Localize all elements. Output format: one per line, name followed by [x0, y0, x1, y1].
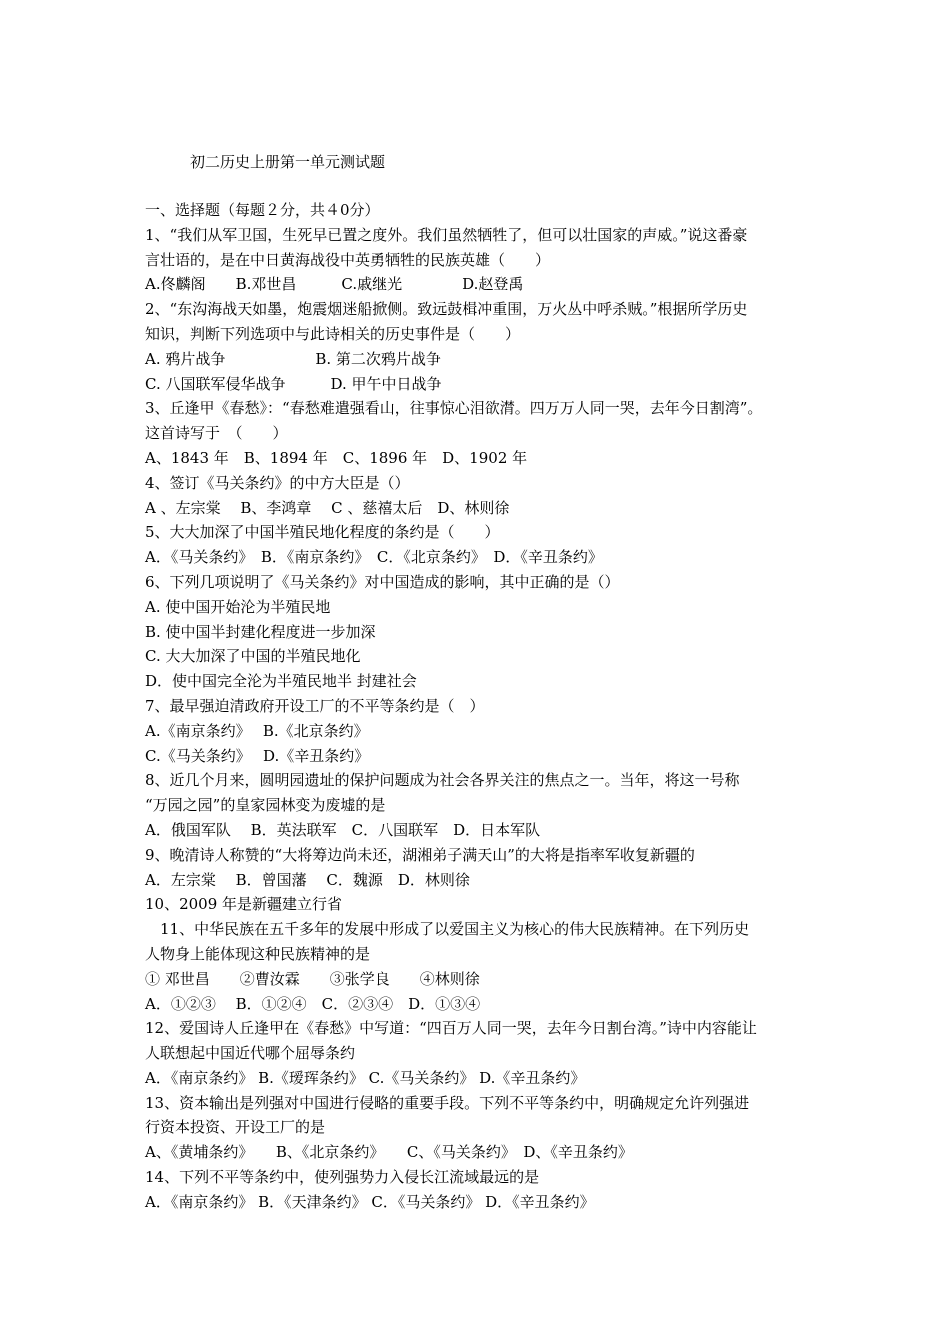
option-line: A.佟麟阁 B.邓世昌 C.戚继光 D.赵登禹: [145, 275, 524, 294]
question-line: “万园之园”的皇家园林变为废墟的是: [145, 796, 386, 815]
option-line: A、1843 年 B、1894 年 C、1896 年 D、1902 年: [145, 448, 528, 467]
section-heading: 一、选择题（每题２分，共４0分）: [145, 201, 380, 219]
question-line: 5、大大加深了中国半殖民地化程度的条约是（ ）: [145, 523, 500, 542]
question-line: 6、下列几项说明了《马关条约》对中国造成的影响，其中正确的是（）: [145, 572, 620, 591]
question-line: 4、签订《马关条约》的中方大臣是（）: [145, 473, 410, 492]
question-line: 10、2009 年是新疆建立行省: [145, 895, 343, 914]
question-line: 人物身上能体现这种民族精神的是: [145, 944, 371, 963]
question-line: 人联想起中国近代哪个屈辱条约: [145, 1044, 356, 1063]
option-line: A．左宗棠 B．曾国藩 C．魏源 D．林则徐: [145, 870, 470, 889]
question-line: 8、近几个月来，圆明园遗址的保护问题成为社会各界关注的焦点之一。当年，将这一号称: [145, 771, 740, 790]
question-line: 知识，判断下列选项中与此诗相关的历史事件是（ ）: [145, 324, 521, 343]
question-line: 11、中华民族在五千多年的发展中形成了以爱国主义为核心的伟大民族精神。在下列历史: [160, 920, 750, 939]
option-line: C. 八国联军侵华战争 D. 甲午中日战争: [145, 374, 442, 393]
option-line: A．《南京条约》 B．《天津条约》 C．《马关条约》 D．《辛丑条约》: [145, 1192, 595, 1211]
question-line: 7、最早强迫清政府开设工厂的不平等条约是（ ）: [145, 696, 485, 715]
question-line: 9、晚清诗人称赞的“大将筹边尚未还，湖湘弟子满天山”的大将是指率军收复新疆的: [145, 845, 695, 864]
option-line: A. 鸦片战争 B. 第二次鸦片战争: [145, 349, 441, 368]
question-line: 2、“东沟海战天如墨，炮震烟迷船掀侧。致远鼓楫冲重围，万火丛中呼杀贼。”根据所学历史: [145, 300, 748, 319]
option-line: C.《马关条约》 D.《辛丑条约》: [145, 746, 370, 765]
option-line: ① 邓世昌 ②曹汝霖 ③张学良 ④林则徐: [145, 969, 480, 988]
option-line: A 、左宗棠 B、李鸿章 C 、慈禧太后 D、林则徐: [145, 498, 510, 517]
question-line: 这首诗写于 （ ）: [145, 424, 288, 443]
option-line: A．①②③ B．①②④ C．②③④ D．①③④: [145, 994, 481, 1013]
page-title: 初二历史上册第一单元测试题: [190, 153, 386, 171]
option-line: A．《马关条约》 B．《南京条约》 C．《北京条约》 D．《辛丑条约》: [145, 548, 603, 567]
option-line: A．俄国军队 B．英法联军 C．八国联军 D．日本军队: [145, 820, 541, 839]
option-line: D．使中国完全沦为半殖民地半 封建社会: [145, 672, 417, 691]
option-line: A. 使中国开始沦为半殖民地: [145, 597, 331, 616]
question-line: 行资本投资、开设工厂的是: [145, 1118, 326, 1137]
question-body: [145, 198, 810, 1215]
option-line: B. 使中国半封建化程度进一步加深: [145, 622, 376, 641]
option-line: A、《黄埔条约》 B、《北京条约》 C、《马关条约》 D、《辛丑条约》: [145, 1143, 633, 1162]
option-line: A．《南京条约》 B.《瑷珲条约》 C.《马关条约》 D.《辛丑条约》: [145, 1068, 586, 1087]
option-line: A.《南京条约》 B.《北京条约》: [145, 721, 369, 740]
question-line: 14、下列不平等条约中，使列强势力入侵长江流域最远的是: [145, 1168, 540, 1187]
option-line: C. 大大加深了中国的半殖民地化: [145, 647, 361, 666]
question-line: 13、资本输出是列强对中国进行侵略的重要手段。下列不平等条约中，明确规定允许列强进: [145, 1093, 750, 1112]
question-line: 3、丘逢甲《春愁》：“春愁难遣强看山，往事惊心泪欲潸。四万万人同一哭，去年今日割湾”。: [145, 399, 763, 418]
question-line: 言壮语的，是在中日黄海战役中英勇牺牲的民族英雄（ ）: [145, 250, 551, 269]
question-line: 12、爱国诗人丘逢甲在《春愁》中写道：“四百万人同一哭，去年今日割台湾。”诗中内容能让: [145, 1019, 757, 1038]
question-line: 1、“我们从军卫国，生死早已置之度外。我们虽然牺牲了，但可以壮国家的声威。”说这番豪: [145, 225, 748, 244]
